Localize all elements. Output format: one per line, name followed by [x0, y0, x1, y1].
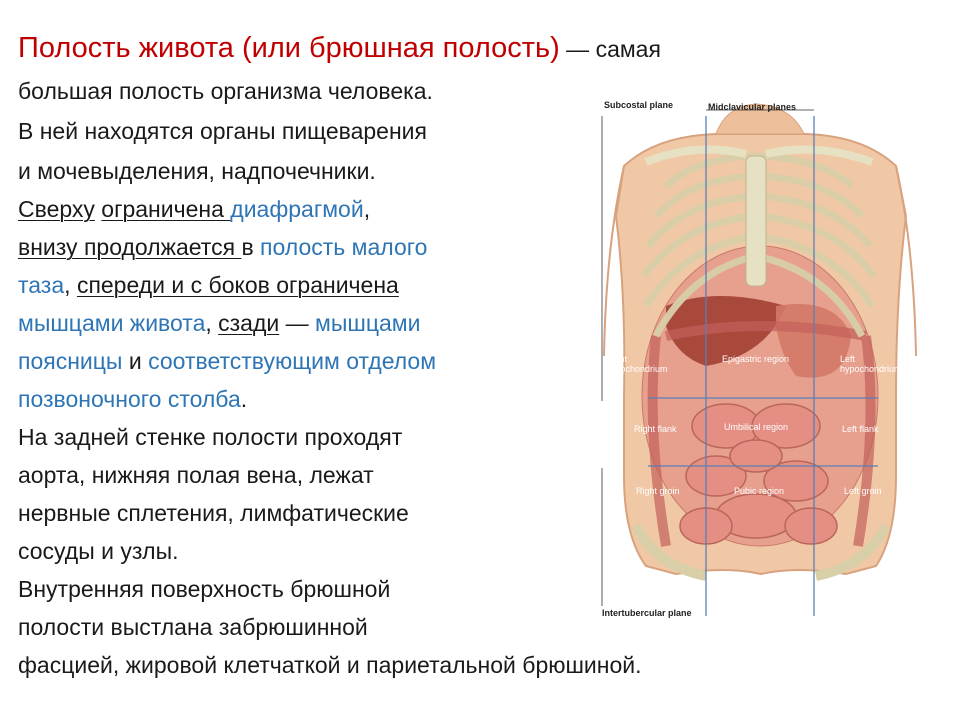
term-sverhu: Сверху — [18, 196, 95, 222]
text-line-7 — [18, 270, 399, 300]
text-line-17: фасцией, жировой клетчаткой и париетальной брюшиной. — [18, 652, 642, 678]
punct-comma-2: , — [64, 272, 77, 298]
label-left-groin: Left groin — [844, 486, 882, 496]
term-ogranichena: ограничена — [101, 196, 231, 222]
label-umbilical-region: Umbilical region — [724, 422, 789, 432]
text-line-1 — [18, 30, 661, 67]
text-line-15: Внутренняя поверхность брюшной — [18, 576, 391, 602]
text-line-10 — [18, 384, 247, 414]
label-left-flank: Left flank — [842, 424, 879, 434]
punct-comma-1: , — [363, 196, 371, 222]
term-diafragma: диафрагмой — [230, 196, 364, 222]
text-line-3: В ней находятся органы пищеварения — [18, 118, 427, 144]
label-intertubercular-plane: Intertubercular plane — [602, 608, 692, 618]
text-line-5 — [18, 194, 370, 224]
term-myshcy-zhivota: мышцами живота — [18, 310, 206, 336]
word-v: в — [241, 234, 261, 260]
term-otdel: соответствующим отделом — [148, 348, 437, 374]
text-line-14: сосуды и узлы. — [18, 538, 179, 564]
label-right-groin: Right groin — [636, 486, 680, 496]
abdomen-regions-figure — [596, 96, 924, 632]
word-i: и — [122, 348, 149, 374]
text-line-2: большая полость организма человека. — [18, 78, 433, 104]
punct-period: . — [240, 386, 248, 412]
term-szadi: сзади — [218, 310, 280, 336]
label-right-hypochondrium: Right hypochondrium — [606, 354, 668, 374]
text-line-8 — [18, 308, 420, 338]
dash: — — [279, 310, 316, 336]
text-line-9 — [18, 346, 436, 376]
label-pubic-region: Pubic region — [734, 486, 785, 496]
term-pozvonochnik: позвоночного столба — [18, 386, 241, 412]
term-vnizu: внизу продолжается — [18, 234, 242, 260]
text-line-6 — [18, 232, 427, 262]
term-speredi: спереди и с боков ограничена — [76, 272, 399, 298]
label-epigastric-region: Epigastric region — [722, 354, 790, 364]
slide-title: Полость живота (или брюшная полость) — [18, 32, 560, 64]
term-myshcami: мышцами — [315, 310, 421, 336]
title-continuation: — самая — [559, 36, 661, 62]
term-polost-malogo: полость малого — [260, 234, 428, 260]
term-taza: таза — [18, 272, 65, 298]
text-line-12: аорта, нижняя полая вена, лежат — [18, 462, 374, 488]
text-line-4: и мочевыделения, надпочечники. — [18, 158, 376, 184]
label-subcostal-plane: Subcostal plane — [604, 100, 674, 110]
label-midclavicular-planes: Midclavicular planes — [708, 102, 797, 112]
term-poyasnicy: поясницы — [18, 348, 123, 374]
label-left-hypochondrium: Left hypochondrium — [840, 354, 902, 374]
text-line-13: нервные сплетения, лимфатические — [18, 500, 409, 526]
label-right-flank: Right flank — [634, 424, 677, 434]
text-line-16: полости выстлана забрюшинной — [18, 614, 368, 640]
punct-comma-3: , — [205, 310, 219, 336]
text-line-11: На задней стенке полости проходят — [18, 424, 403, 450]
